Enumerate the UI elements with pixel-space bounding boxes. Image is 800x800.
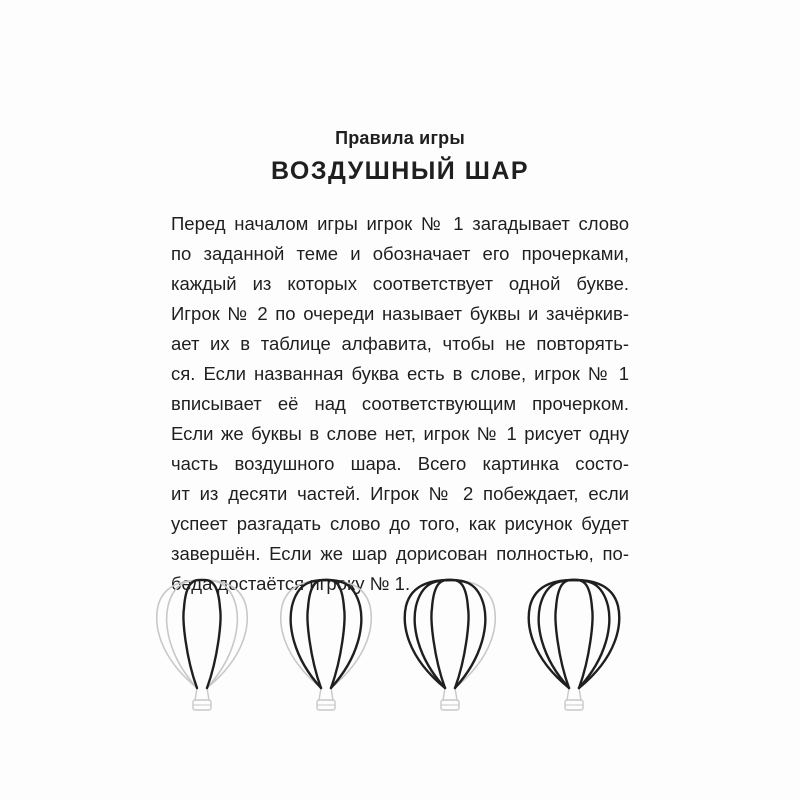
rules-line: завершён. Если же шар дорисован полностью, по- — [171, 543, 629, 564]
rules-line: ает их в таблице алфавита, чтобы не повторять- — [171, 333, 629, 354]
rules-line: Игрок № 2 по очереди называет буквы и зачёркив- — [171, 303, 629, 324]
rules-line: по заданной теме и обозначает его прочерками, — [171, 243, 629, 264]
rules-line: каждый из которых соответствует одной букве. — [171, 273, 629, 294]
balloon-step-1-icon — [157, 580, 247, 710]
rules-line: ит из десяти частей. Игрок № 2 побеждает, если — [171, 483, 629, 504]
rules-line: беда достаётся игроку № 1. — [171, 573, 411, 594]
balloon-step-3-icon — [405, 580, 495, 710]
balloon-steps-illustration — [156, 574, 646, 734]
rules-line: ся. Если названная буква есть в слове, игрок № 1 — [171, 363, 629, 384]
balloon-step-4-icon — [529, 580, 619, 710]
rules-line: успеет разгадать слово до того, как рисунок будет — [171, 513, 629, 534]
balloon-step-2-icon — [281, 580, 371, 710]
rules-line: Если же буквы в слове нет, игрок № 1 рисует одну — [171, 423, 629, 444]
page-title: ВОЗДУШНЫЙ ШАР — [270, 157, 530, 185]
page-subtitle: Правила игры — [335, 128, 465, 148]
rules-paragraph — [171, 209, 629, 599]
rules-line: часть воздушного шара. Всего картинка состо- — [171, 453, 629, 474]
rules-line: Перед началом игры игрок № 1 загадывает слово — [171, 213, 629, 234]
rules-line: вписывает её над соответствующим прочерком. — [171, 393, 629, 414]
